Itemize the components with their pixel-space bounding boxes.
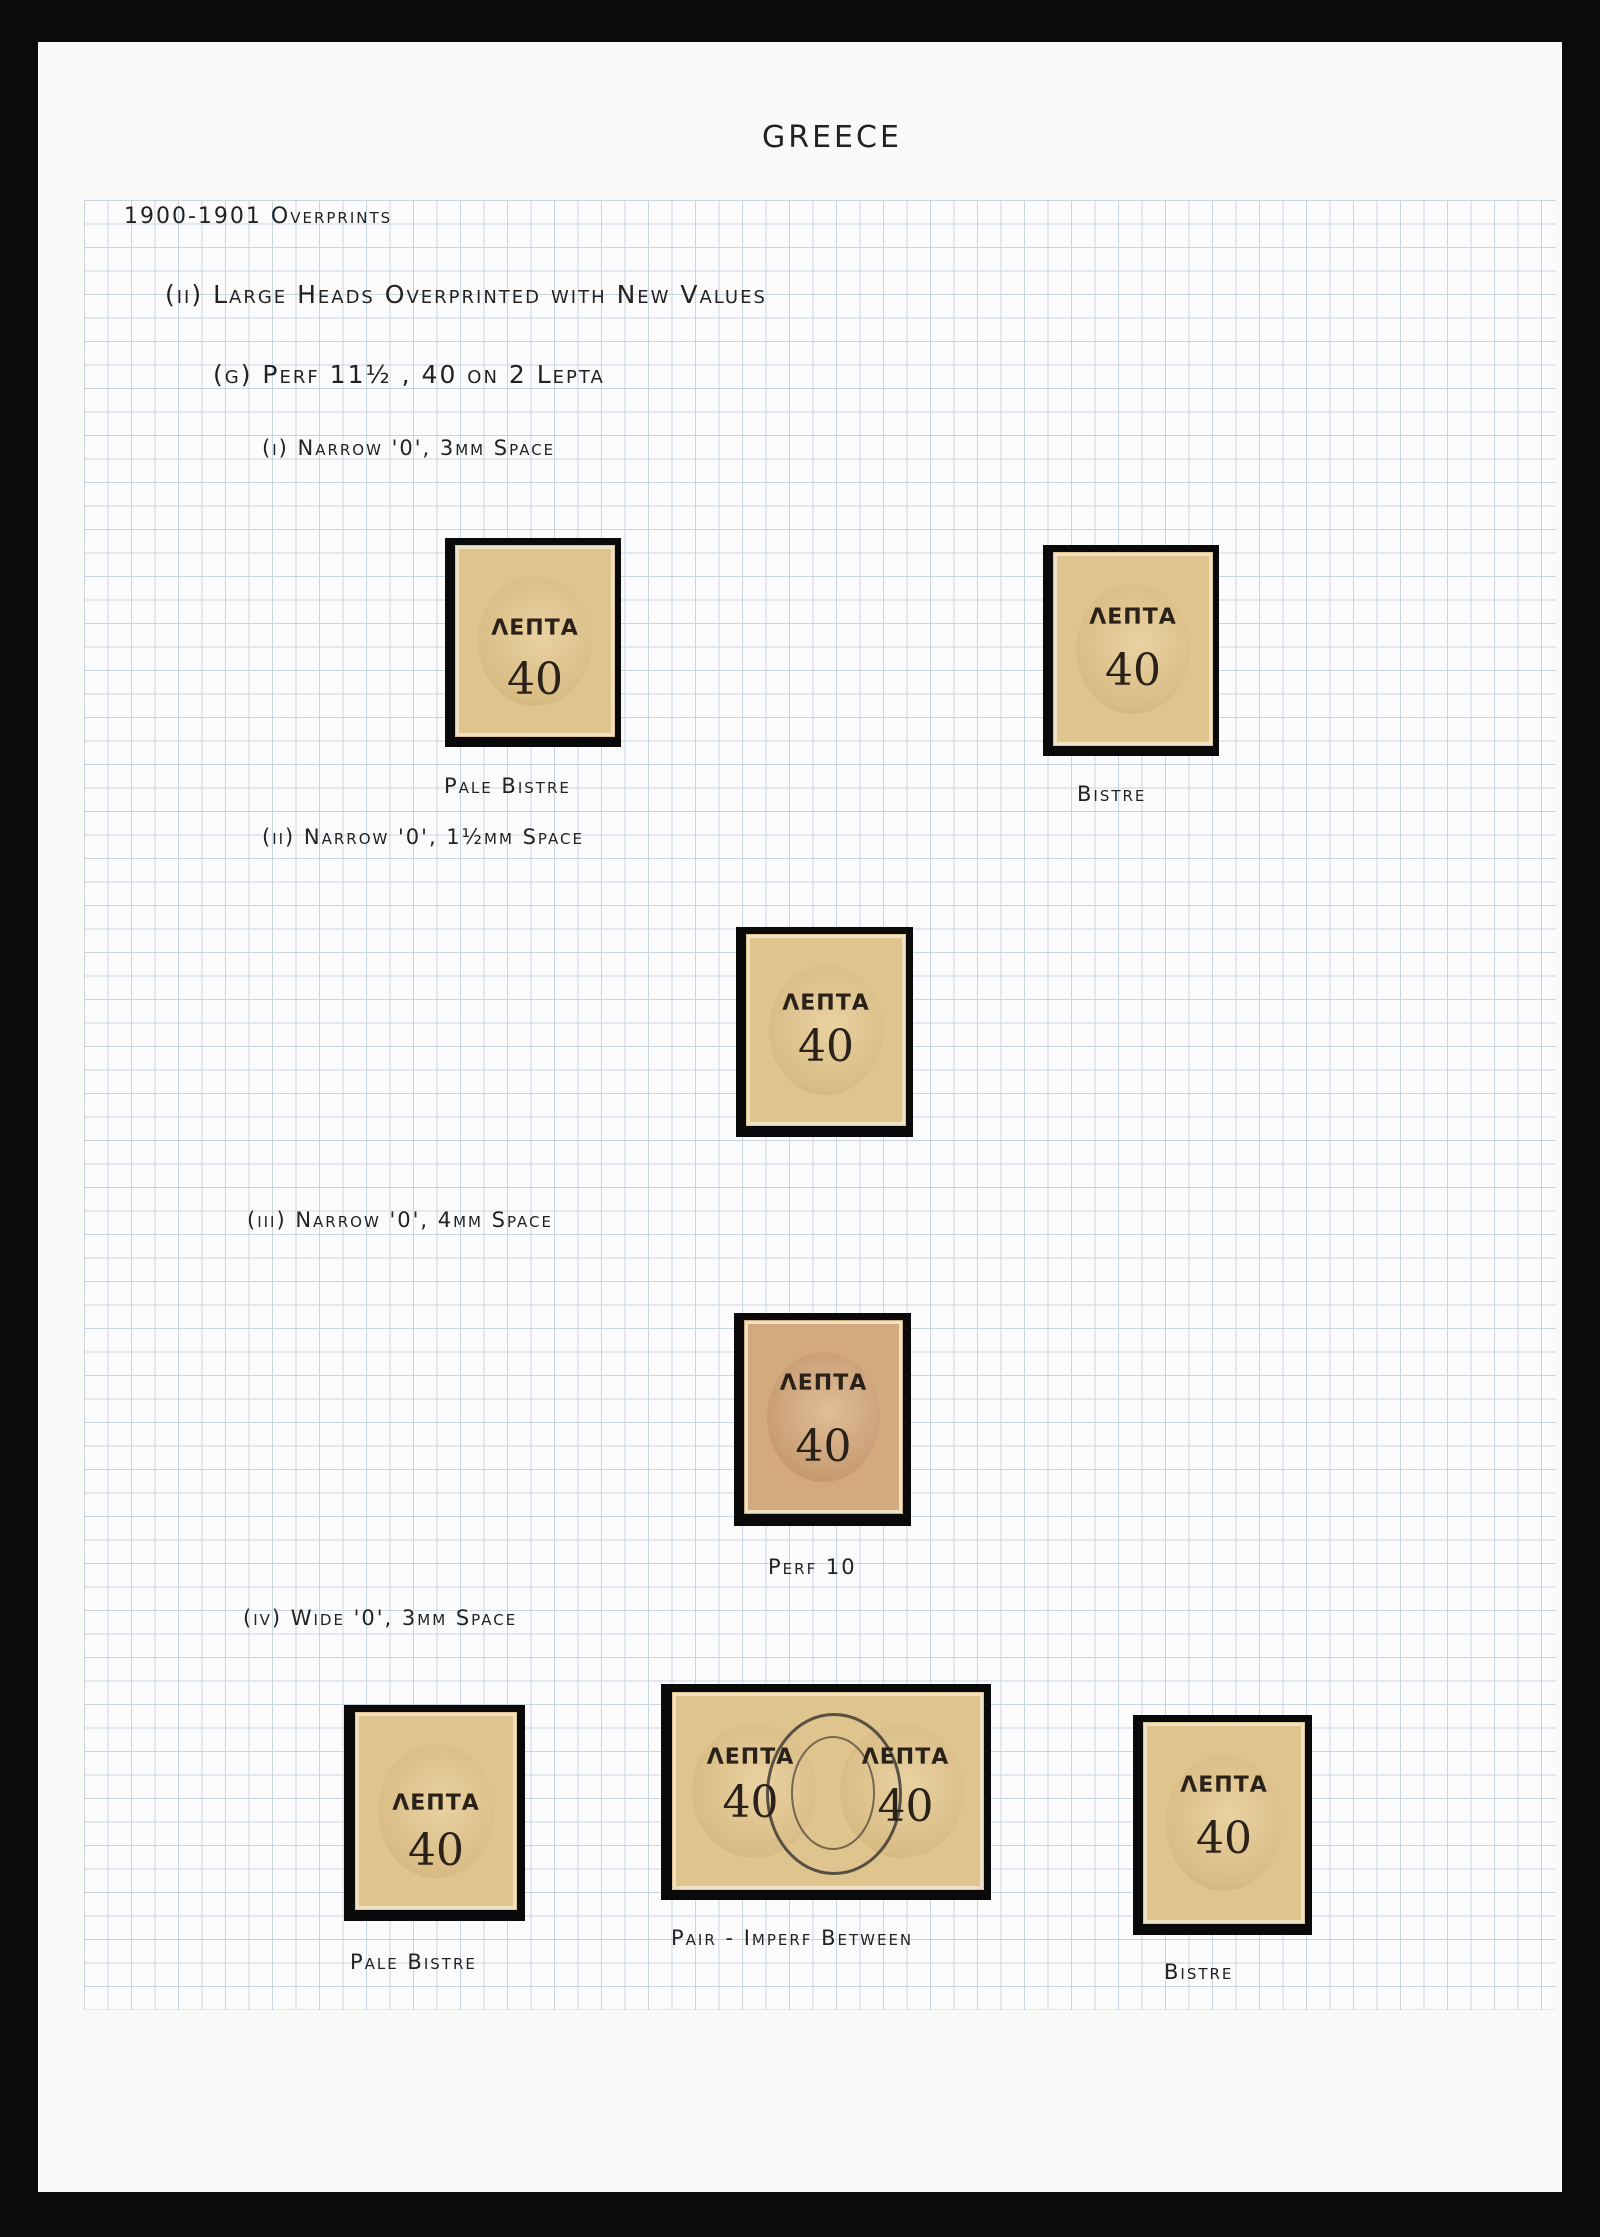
- stamp: [355, 1712, 517, 1910]
- stamp-caption: Bistre: [1077, 782, 1147, 806]
- overprint-value: 40: [795, 1421, 852, 1472]
- overprint-value: 40: [507, 654, 563, 705]
- overprint-word: ΛΕΠΤΑ: [1089, 605, 1177, 630]
- perforation-edge: [745, 1321, 902, 1513]
- stamp: [744, 1320, 903, 1514]
- overprint-value: 40: [722, 1777, 779, 1828]
- stamp-caption: Pale Bistre: [444, 774, 571, 798]
- group-label-i: (i) Narrow '0', 3mm Space: [262, 436, 556, 460]
- overprint-word: ΛΕΠΤΑ: [491, 616, 579, 641]
- overprint-value: 40: [408, 1825, 464, 1876]
- overprint-value: 40: [877, 1781, 934, 1832]
- overprint-value: 40: [1196, 1813, 1252, 1864]
- stamp-caption: Perf 10: [768, 1555, 857, 1579]
- group-label-ii: (ii) Narrow '0', 1½mm Space: [262, 825, 584, 849]
- perforation-edge: [456, 546, 614, 736]
- overprint-word: ΛΕΠΤΑ: [392, 1791, 480, 1816]
- stamp-caption: Pale Bistre: [350, 1950, 477, 1974]
- perf-heading: (g) Perf 11½ , 40 on 2 Lepta: [213, 360, 605, 389]
- overprint-word: ΛΕΠΤΑ: [782, 991, 870, 1016]
- stamp: [455, 545, 615, 737]
- overprint-word: ΛΕΠΤΑ: [1180, 1773, 1268, 1798]
- overprint-word: ΛΕΠΤΑ: [706, 1745, 795, 1770]
- overprint-word: ΛΕΠΤΑ: [779, 1371, 868, 1396]
- group-label-iii: (iii) Narrow '0', 4mm Space: [247, 1208, 554, 1232]
- overprint-value: 40: [1105, 645, 1161, 696]
- stamp: [1143, 1722, 1305, 1924]
- overprint-value: 40: [798, 1021, 854, 1072]
- stamp-caption: Pair - Imperf Between: [671, 1926, 914, 1950]
- subheading: (ii) Large Heads Overprinted with New Values: [165, 280, 767, 309]
- overprint-word: ΛΕΠΤΑ: [861, 1745, 950, 1770]
- page-title: GREECE: [762, 120, 902, 155]
- stamp: [1053, 552, 1213, 746]
- stamp-caption: Bistre: [1164, 1960, 1234, 1984]
- section-heading: 1900-1901 Overprints: [124, 204, 393, 229]
- stamp: [746, 934, 906, 1126]
- group-label-iv: (iv) Wide '0', 3mm Space: [243, 1606, 518, 1630]
- stamp-pair: [672, 1692, 984, 1890]
